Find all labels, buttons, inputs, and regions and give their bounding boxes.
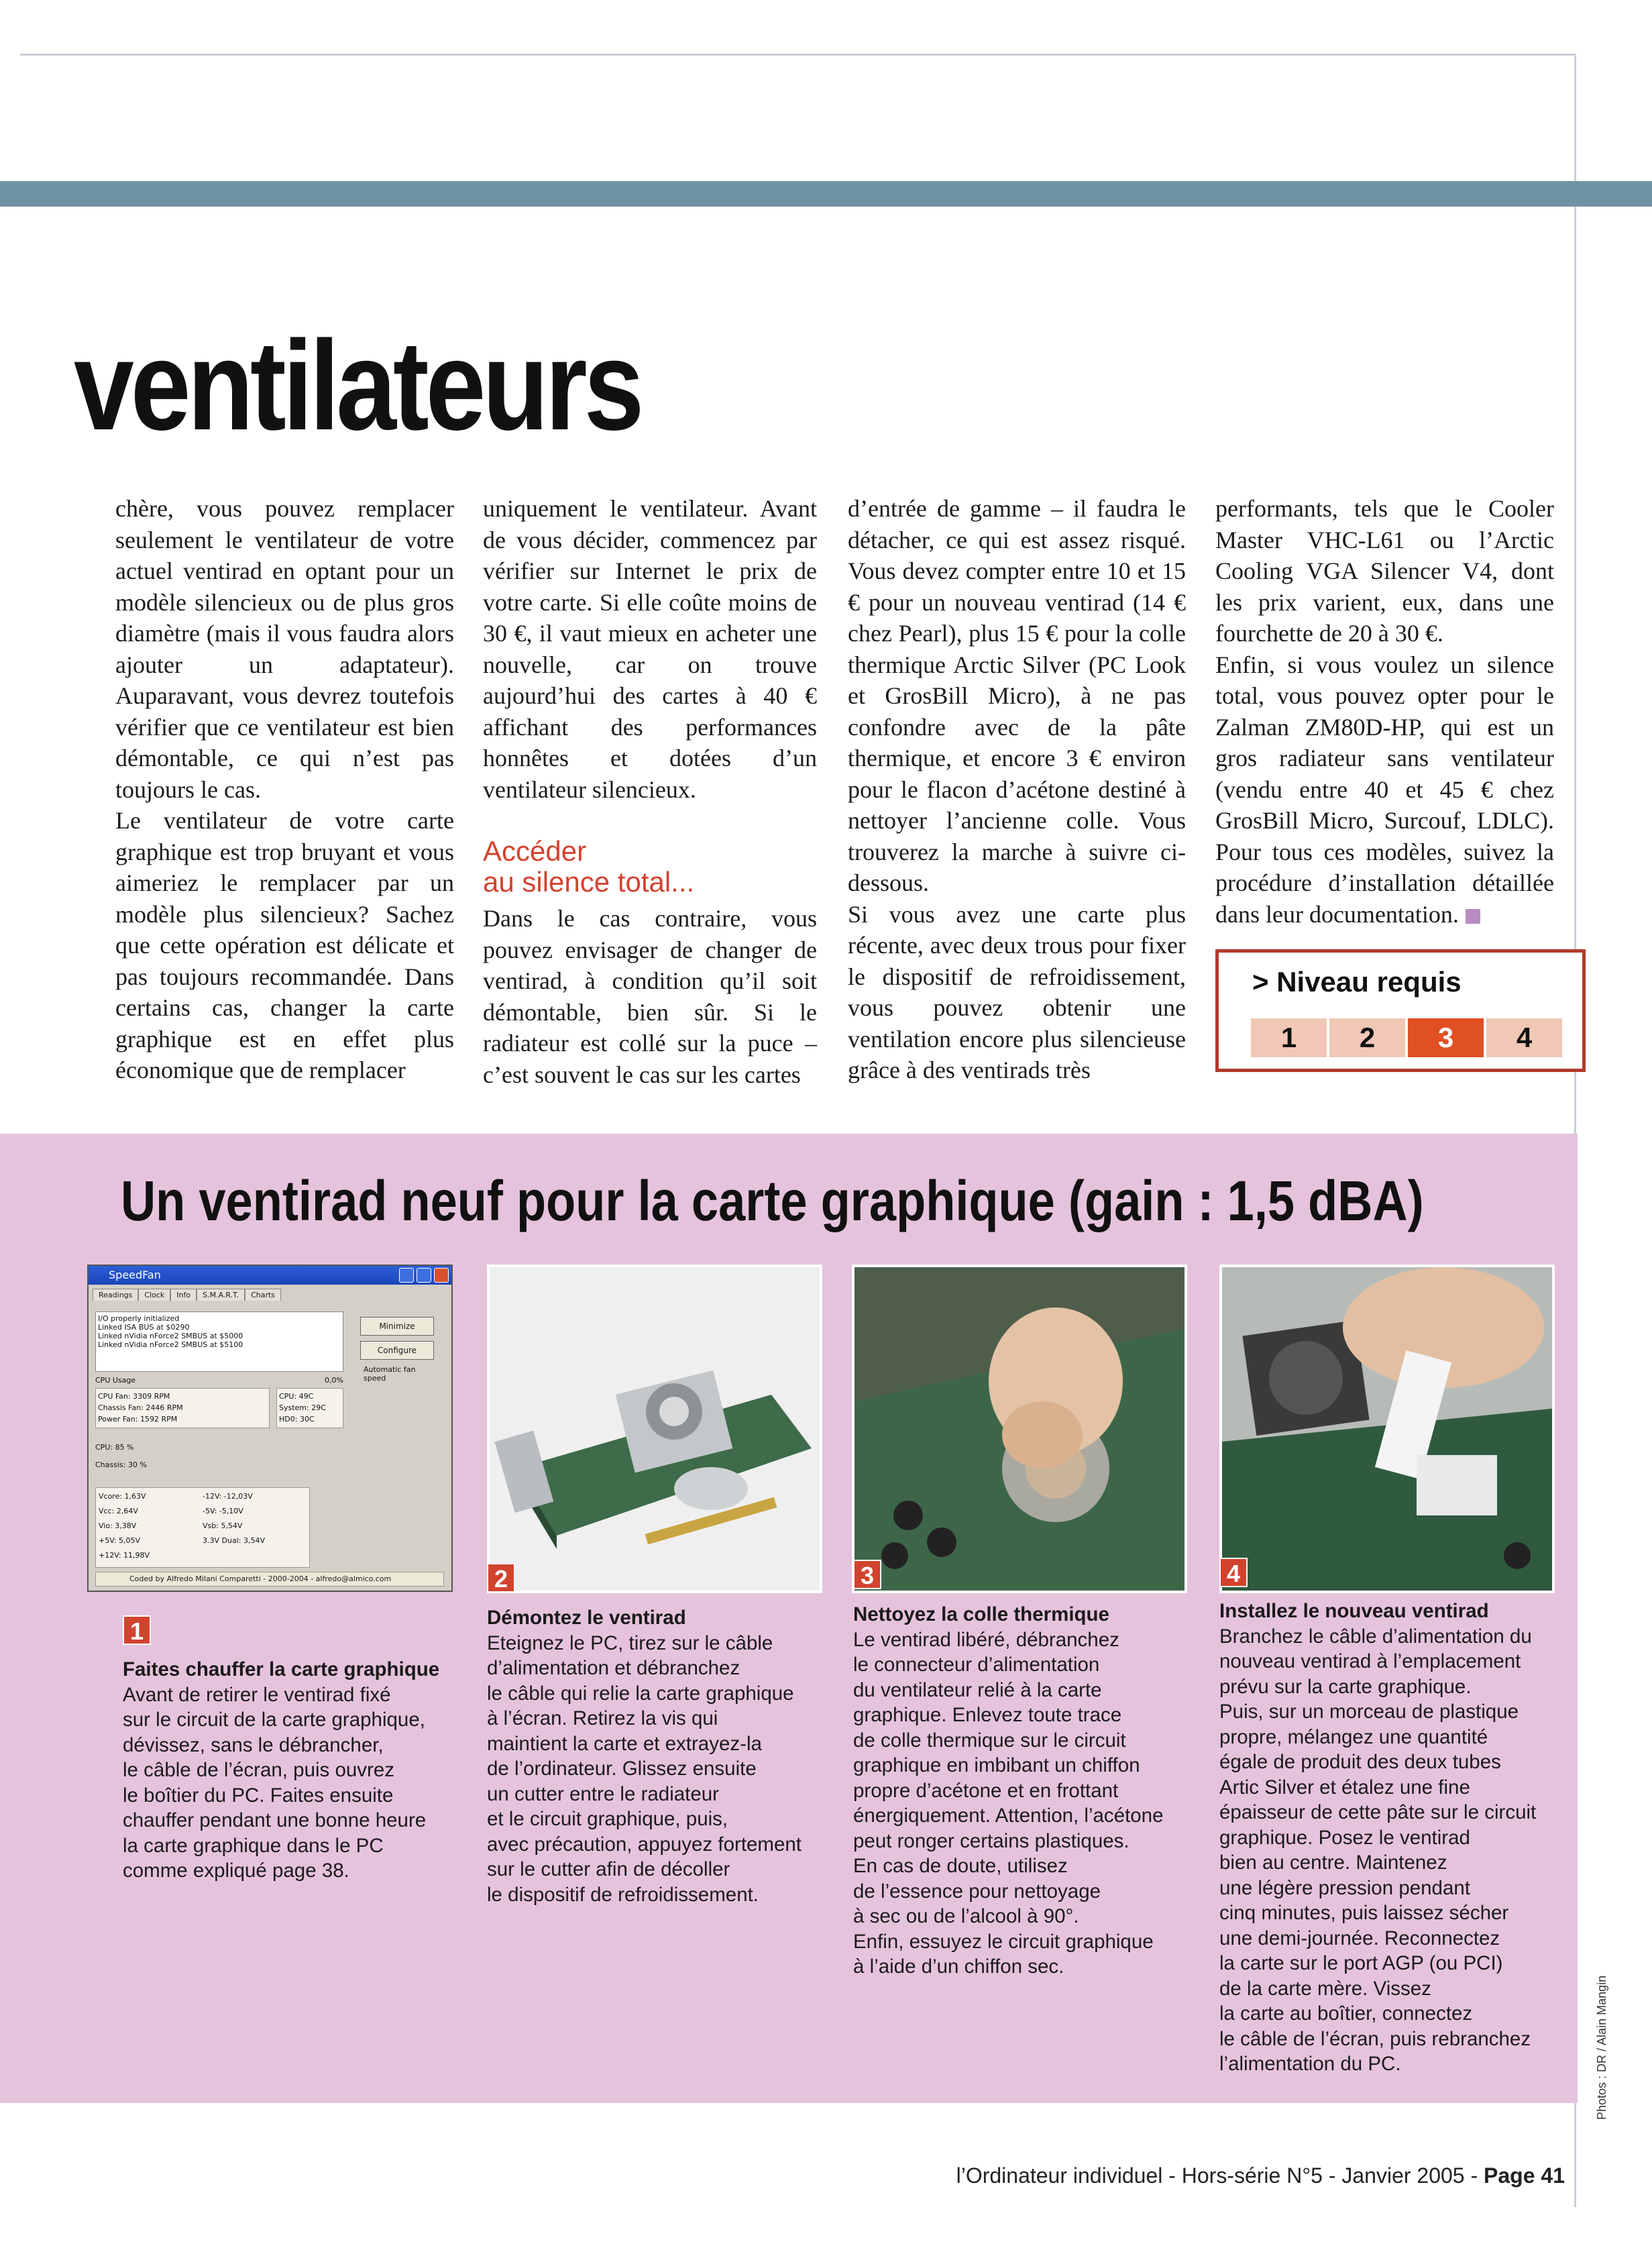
- voltage-reading: -12V: -12,03V: [203, 1492, 253, 1501]
- log-line: Linked nVidia nForce2 SMBUS at $5000: [98, 1332, 243, 1340]
- paragraph: performants, tels que le Cooler Master VHC-L61 ou l’Arctic Cooling VGA Silencer V4, dont les prix varient, eux, dans une fourchette de 20 à 30 €.: [1215, 495, 1554, 647]
- step-number-badge: 1: [123, 1615, 151, 1645]
- graphics-card-illustration: [490, 1267, 822, 1593]
- fan-reading: CPU Fan: 3309 RPM: [98, 1392, 170, 1401]
- end-of-article-square-icon: [1466, 909, 1480, 924]
- step-body: Avant de retirer le ventirad fixé sur le circuit de la carte graphique, dévissez, sans le débrancher, le câble de l’écran, puis ouvrez le boîtier du PC. Faites ensuite chauffer pendant une bonne heure la carte graphique dans le PC comme expliqué page 38.: [123, 1683, 427, 1882]
- temperature-reading: System: 29C: [279, 1403, 326, 1412]
- tab-readings: Readings: [93, 1289, 138, 1301]
- log-line: Linked nVidia nForce2 SMBUS at $5100: [98, 1340, 243, 1349]
- speedfan-credits: Coded by Alfredo Milani Comparetti - 2000-2004 - alfredo@almico.com: [95, 1572, 444, 1587]
- level-1: 1: [1251, 1018, 1327, 1057]
- minimize-window-icon: [399, 1268, 414, 1283]
- configure-button: Configure: [360, 1341, 434, 1360]
- maximize-window-icon: [417, 1268, 431, 1283]
- paragraph: uniquement le ventilateur. Avant de vous décider, commencez par vérifier sur Internet le prix de votre carte. Si elle coûte moins de 30 €, il vaut mieux en acheter une nouvelle, car on trouve aujourd’hui des cartes à 40 € affichant des performances honnêtes et dotées d’un ventilateur silencieux.: [483, 495, 817, 803]
- voltage-reading: Vsb: 5,54V: [203, 1521, 243, 1530]
- voltage-reading: +12V: 11,98V: [99, 1551, 150, 1560]
- page-footer: [956, 2163, 1565, 2188]
- tab-charts: Charts: [245, 1289, 281, 1301]
- fan-speed-setting: Chassis: 30 %: [95, 1460, 147, 1469]
- paragraph: [1215, 649, 1554, 930]
- paragraph: Dans le cas contraire, vous pouvez envisager de changer de ventirad, à condition qu’il soit démontable, bien sûr. Si le radiateur est collé sur la puce – c’est souvent le cas sur les cartes: [483, 905, 817, 1088]
- page-number: Page 41: [1484, 2163, 1565, 2188]
- tab-smart: S.M.A.R.T.: [197, 1289, 245, 1301]
- step-number-badge: 3: [853, 1560, 881, 1589]
- log-line: Linked ISA BUS at $0290: [98, 1323, 190, 1332]
- subheading-line-1: Accéder: [483, 835, 587, 867]
- cleaning-glue-photo: [852, 1265, 1187, 1593]
- voltage-reading: 3.3V Dual: 3,54V: [203, 1536, 265, 1545]
- voltage-reading: Vcc: 2,64V: [99, 1507, 138, 1515]
- level-3-active: 3: [1408, 1018, 1484, 1057]
- step-4-text: [1219, 1599, 1575, 2077]
- article-column-1: [115, 493, 454, 1086]
- level-scale: [1251, 1018, 1565, 1057]
- step-3-text: [853, 1602, 1209, 1980]
- minimize-button: Minimize: [360, 1317, 434, 1336]
- paragraph-text: Enfin, si vous voulez un silence total, vous pouvez opter pour le Zalman ZM80D-HP, qui est un gros radiateur sans ventilateur (vendu entre 40 et 45 € chez GrosBill Micro, Surcouf, LDLC). Pour tous ces modèles, suivez la procédure d’installation détaillée dans leur documentation.: [1215, 651, 1554, 928]
- subheading: [483, 836, 817, 898]
- temperature-readings: [276, 1388, 343, 1428]
- voltage-reading: Vio: 3,38V: [99, 1521, 137, 1530]
- step-number-badge: 2: [487, 1563, 515, 1593]
- paragraph: Le ventilateur de votre carte graphique est trop bruyant et vous aimeriez le remplacer par un modèle plus silencieux? Sachez que cette opération est délicate et pas toujours recommandée. Dans certains cas, changer la carte graphique est en effet plus économique que de remplacer: [115, 807, 454, 1083]
- article-column-3: [848, 493, 1186, 1086]
- page-title: ventilateurs: [74, 315, 641, 457]
- close-window-icon: [434, 1268, 449, 1283]
- fan-readings: [95, 1388, 270, 1428]
- speedfan-titlebar: [89, 1266, 451, 1285]
- header-band: [0, 181, 1652, 207]
- fan-reading: Chassis Fan: 2446 RPM: [98, 1403, 183, 1412]
- step-number-badge: 4: [1219, 1558, 1248, 1587]
- cpu-usage-row: [95, 1376, 343, 1385]
- fan-speed-setting: CPU: 85 %: [95, 1443, 134, 1452]
- article-column-4: [1215, 493, 1554, 930]
- voltage-reading: -5V: -5,10V: [203, 1507, 243, 1515]
- speedfan-tabs: [89, 1285, 451, 1301]
- step-1-text: [123, 1657, 472, 1884]
- level-required-box: [1215, 949, 1586, 1072]
- step-title: Démontez le ventirad: [487, 1607, 686, 1629]
- graphics-card-photo: [487, 1265, 822, 1593]
- level-4: 4: [1486, 1018, 1562, 1057]
- fan-reading: Power Fan: 1592 RPM: [98, 1415, 178, 1424]
- cpu-usage-value: 0,0%: [325, 1376, 343, 1385]
- automatic-fan-speed-option: Automatic fan speed: [364, 1365, 416, 1383]
- photo-credit: Photos : DR / Alain Mangin: [1595, 1975, 1608, 2120]
- fan-speed-settings: [95, 1439, 229, 1474]
- temperature-reading: HD0: 30C: [279, 1415, 315, 1424]
- cpu-usage-label: CPU Usage: [95, 1376, 136, 1385]
- paragraph: chère, vous pouvez remplacer seulement le ventilateur de votre actuel ventirad en optant pour un modèle silencieux ou de plus gros diamètre (mais il vous faudra alors ajouter un adaptateur). Auparavant, vous devrez toutefois vérifier que ce ventilateur est bien démontable, ce qui n’est pas toujours le cas.: [115, 495, 454, 803]
- temperature-reading: CPU: 49C: [279, 1392, 314, 1401]
- paragraph: Si vous avez une carte plus récente, avec deux trous pour fixer le dispositif de refroidissement, vous pouvez obtenir une ventilation encore plus silencieuse grâce à des ventirads très: [848, 900, 1186, 1083]
- speedfan-title: SpeedFan: [109, 1269, 161, 1281]
- voltage-reading: +5V: 5,05V: [99, 1536, 141, 1545]
- installing-illustration: [1222, 1267, 1555, 1593]
- installing-ventirad-photo: [1219, 1265, 1555, 1593]
- speedfan-screenshot: [87, 1265, 453, 1592]
- cleaning-illustration: [855, 1267, 1187, 1593]
- step-title: Faites chauffer la carte graphique: [123, 1658, 440, 1680]
- step-title: Nettoyez la colle thermique: [853, 1603, 1109, 1625]
- step-2-text: [487, 1605, 836, 1907]
- level-required-title: > Niveau requis: [1252, 966, 1462, 998]
- tab-info: Info: [170, 1289, 197, 1301]
- speedfan-log: [95, 1311, 343, 1372]
- step-body: Le ventirad libéré, débranchez le connecteur d’alimentation du ventilateur relié à la carte graphique. Enlevez toute trace de colle thermique sur le circuit graphique en imbibant un chiffon propre d’acétone et en frottant énergiquement. Attention, l’acétone peut ronger certains plastiques. En cas de doute, utilisez de l’essence pour nettoyage à sec ou de l’alcool à 90°. Enfin, essuyez le circuit graphique à l’aide d’un chiffon sec.: [853, 1628, 1164, 1978]
- publication-info: l’Ordinateur individuel - Hors-série N°5 - Janvier 2005 -: [956, 2163, 1484, 2188]
- log-line: I/O properly initialized: [98, 1314, 180, 1323]
- step-body: Branchez le câble d’alimentation du nouveau ventirad à l’emplacement prévu sur la carte graphique. Puis, sur un morceau de plastique propre, mélangez une quantité égale de produit des deux tubes Artic Silver et étalez une fine épaisseur de cette pâte sur le circuit graphique. Posez le ventirad bien au centre. Maintenez une légère pression pendant cinq minutes, puis laissez sécher une demi-journée. Reconnectez la carte sur le port AGP (ou PCI) de la carte mère. Vissez la carte au boîtier, connectez le câble de l’écran, puis rebranchez l’alimentation du PC.: [1219, 1625, 1537, 2075]
- voltage-reading: Vcore: 1,63V: [99, 1492, 146, 1501]
- subheading-line-2: au silence total...: [483, 866, 695, 898]
- level-2: 2: [1329, 1018, 1405, 1057]
- paragraph: d’entrée de gamme – il faudra le détacher, ce qui est assez risqué. Vous devez compter entre 10 et 15 € pour un nouveau ventirad (14 € chez Pearl), plus 15 € pour la colle thermique Arctic Silver (PC Look et GrosBill Micro), à ne pas confondre avec de la pâte thermique, et encore 3 € environ pour le flacon d’acétone destiné à nettoyer l’ancienne colle. Vous trouverez la marche à suivre ci-dessous.: [848, 495, 1186, 896]
- article-column-2: [483, 493, 817, 1090]
- howto-section-title: Un ventirad neuf pour la carte graphique (gain : 1,5 dBA): [121, 1169, 1424, 1232]
- tab-clock: Clock: [138, 1289, 170, 1301]
- step-body: Eteignez le PC, tirez sur le câble d’alimentation et débranchez le câble qui relie la carte graphique à l’écran. Retirez la vis qui maintient la carte et extrayez-la de l’ordinateur. Glissez ensuite un cutter entre le radiateur et le circuit graphique, puis, avec précaution, appuyez fortement sur le cutter afin de décoller le dispositif de refroidissement.: [487, 1631, 802, 1906]
- voltage-readings: [95, 1487, 310, 1568]
- step-title: Installez le nouveau ventirad: [1219, 1600, 1489, 1622]
